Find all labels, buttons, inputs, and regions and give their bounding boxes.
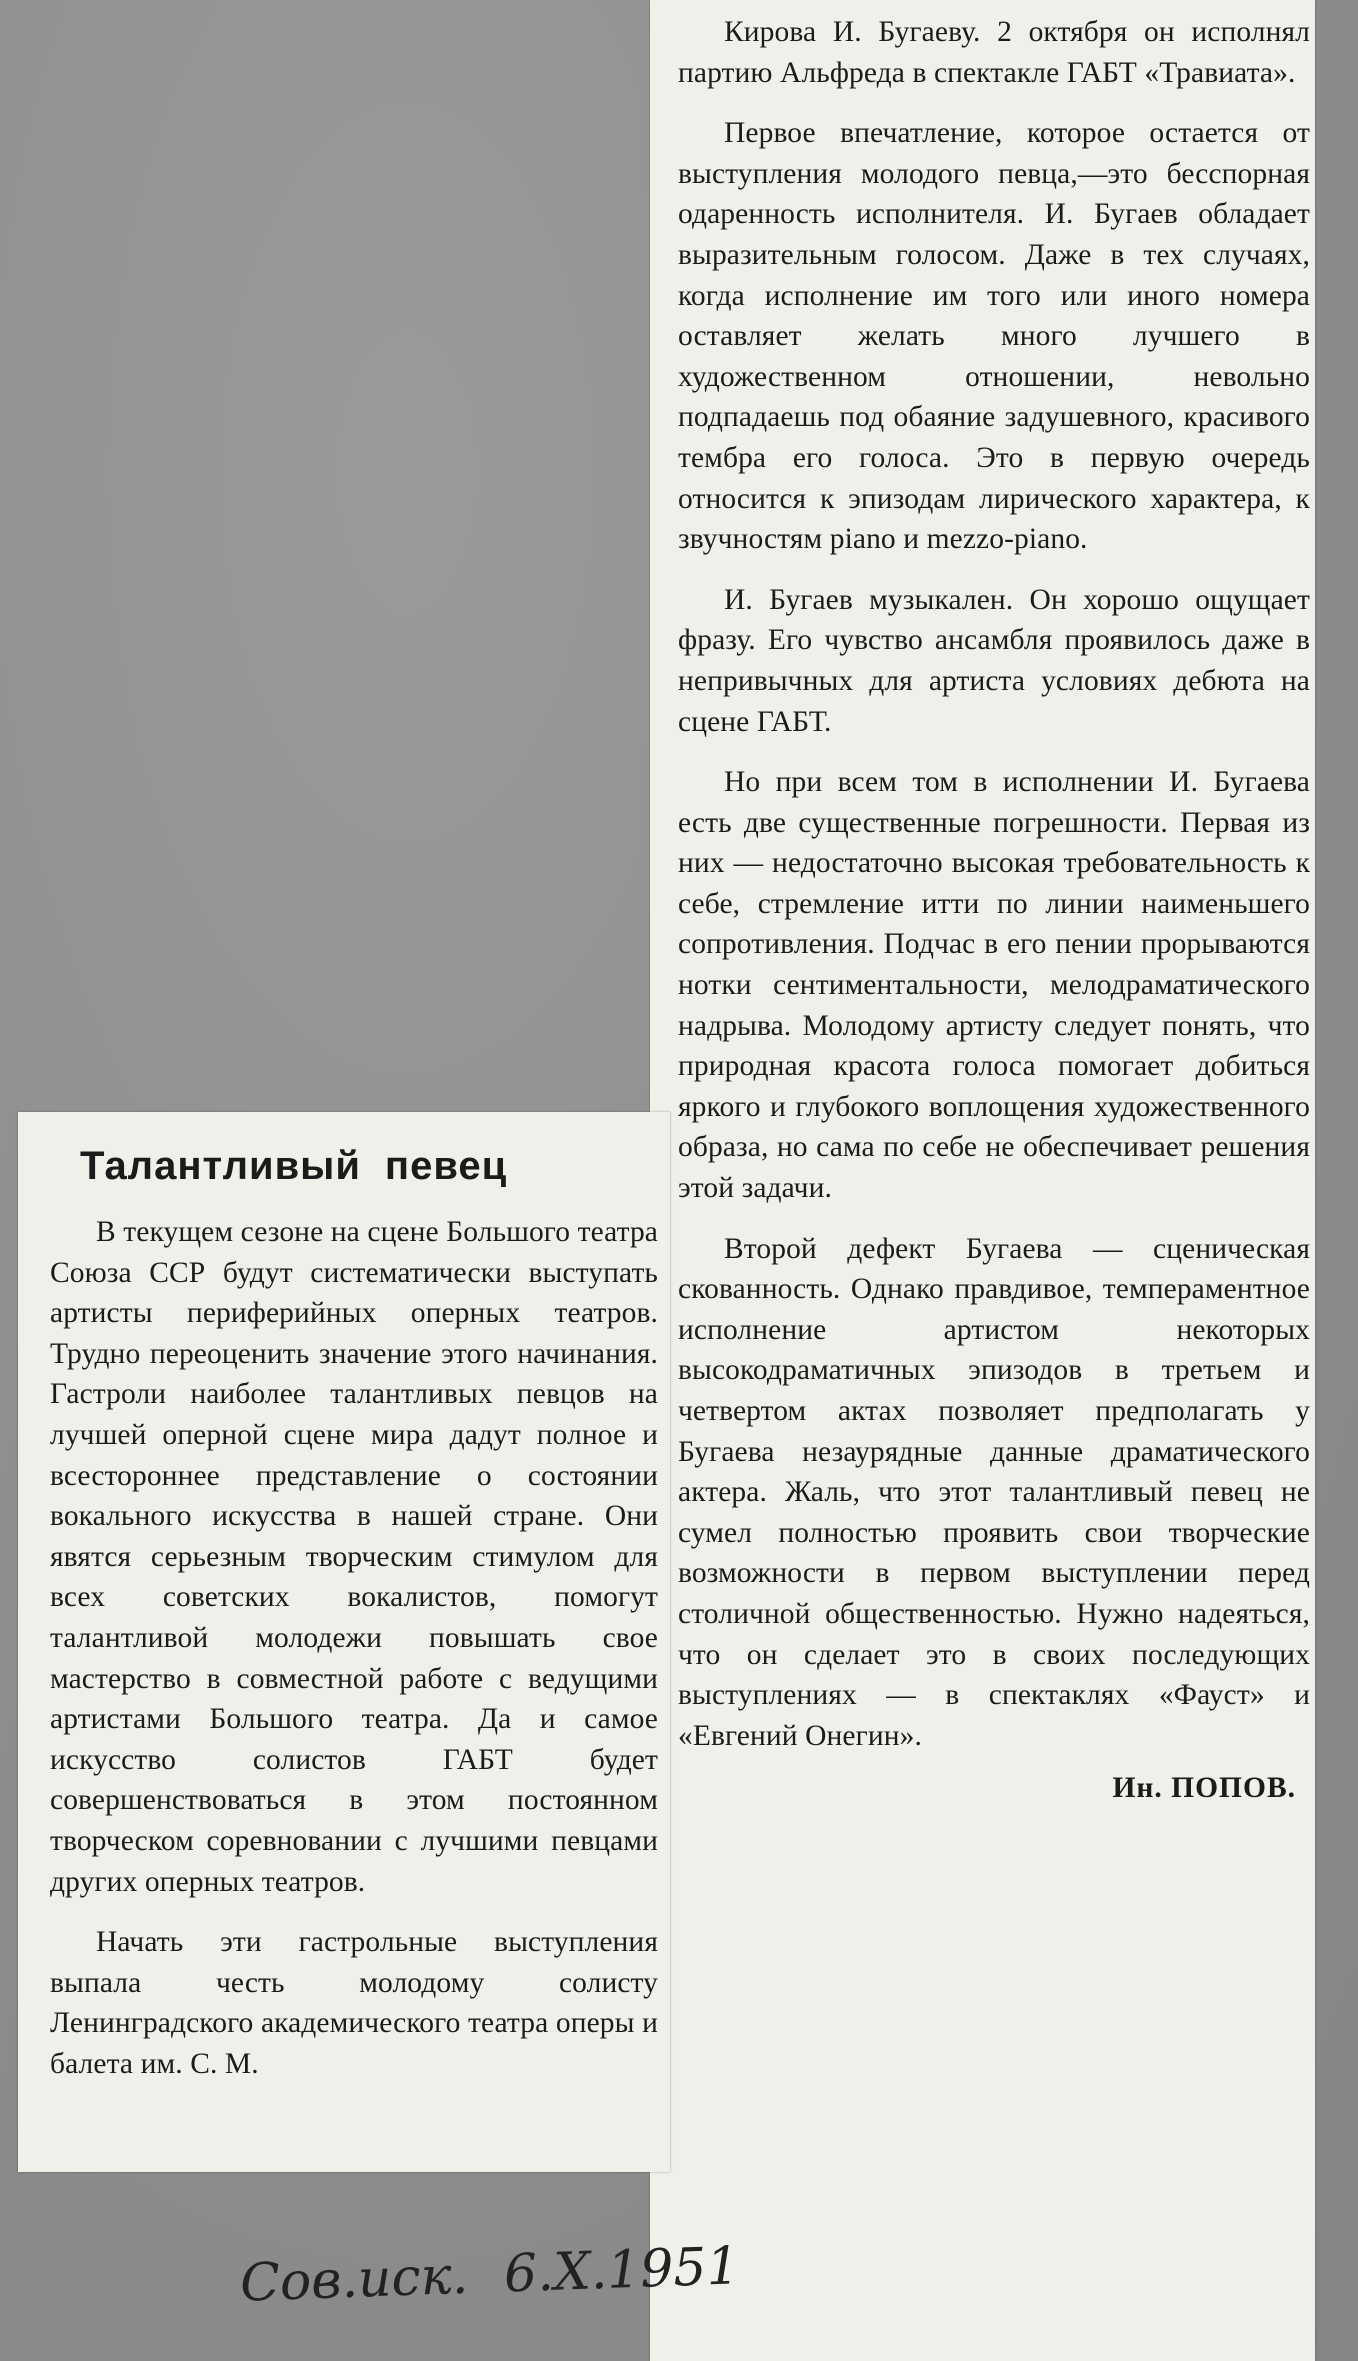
paragraph: И. Бугаев музыкален. Он хорошо ощущает фразу. Его чувство ансамбля проявилось даже в непривычных для артиста условиях дебюта на сцене ГАБТ. xyxy=(678,583,1310,738)
paragraph: Первое впечатление, которое остается от выступления молодого певца,—это бесспорная одаренность исполнителя. И. Бугаев обладает выразительным голосом. Даже в тех случаях, когда исполнение им того или иного номера оставляет желать много лучшего в художественном отношении, невольно подпадаешь под обаяние задушевного, красивого тембра его голоса. Это в первую очередь относится к эпизодам лирического характера, к звучностям piano и mezzo-piano. xyxy=(678,117,1310,556)
paragraph: Но при всем том в исполнении И. Бугаева есть две существенные погрешности. Первая из них — недостаточно высокая требовательность к себе, стремление итти по линии наименьшего сопротивления. Подчас в его пении прорываются нотки сентиментальности, мелодраматического надрыва. Молодому артисту следует понять, что природная красота голоса помогает добиться яркого и глубокого воплощения художественного образа, но сама по себе не обеспечивает решения этой задачи. xyxy=(678,766,1310,1205)
article-continuation xyxy=(678,12,1310,1809)
handwritten-source: Сов.иск. xyxy=(239,2245,470,2314)
author-signature: Ин. ПОПОВ. xyxy=(1112,1772,1296,1805)
paragraph: Начать эти гастрольные выступления выпала честь молодому солисту Ленинградского академического театра оперы и балета им. С. М. xyxy=(50,1926,658,2080)
paragraph: В текущем сезоне на сцене Большого театра Союза ССР будут систематически выступать артисты периферийных оперных театров. Трудно переоценить значение этого начинания. Гастроли наиболее талантливых певцов на лучшей оперной сцене мира дадут полное и всестороннее представление о состоянии вокального искусства в нашей стране. Они явятся серьезным творческим стимулом для всех советских вокалистов, помогут талантливой молодежи повышать свое мастерство в совместной работе с ведущими артистами Большого театра. Да и самое искусство солистов ГАБТ будет совершенствоваться в этом постоянном творческом соревновании с лучшими певцами других оперных театров. xyxy=(50,1216,658,1898)
headline-word: певец xyxy=(384,1144,508,1188)
headline-word: Талантливый xyxy=(80,1144,361,1188)
clipping-left-column xyxy=(18,1112,670,2172)
paragraph: Второй дефект Бугаева — сценическая скованность. Однако правдивое, темпераментное исполнение артистом некоторых высокодраматичных эпизодов в третьем и четвертом актах позволяет предполагать у Бугаева незаурядные данные драматического актера. Жаль, что этот талантливый певец не сумел полностью проявить свои творческие возможности в первом выступлении перед столичной общественностью. Нужно надеяться, что он сделает это в своих последующих выступлениях — в спектаклях «Фауст» и «Евгений Онегин». xyxy=(678,1232,1310,1752)
handwritten-date: 6.X.1951 xyxy=(503,2236,741,2305)
article-start xyxy=(50,1112,658,2084)
clipping-right-column xyxy=(650,0,1315,2361)
paragraph: Кирова И. Бугаеву. 2 октября он исполнял партию Альфреда в спектакле ГАБТ «Травиата». xyxy=(678,16,1310,89)
article-headline xyxy=(80,1142,658,1190)
